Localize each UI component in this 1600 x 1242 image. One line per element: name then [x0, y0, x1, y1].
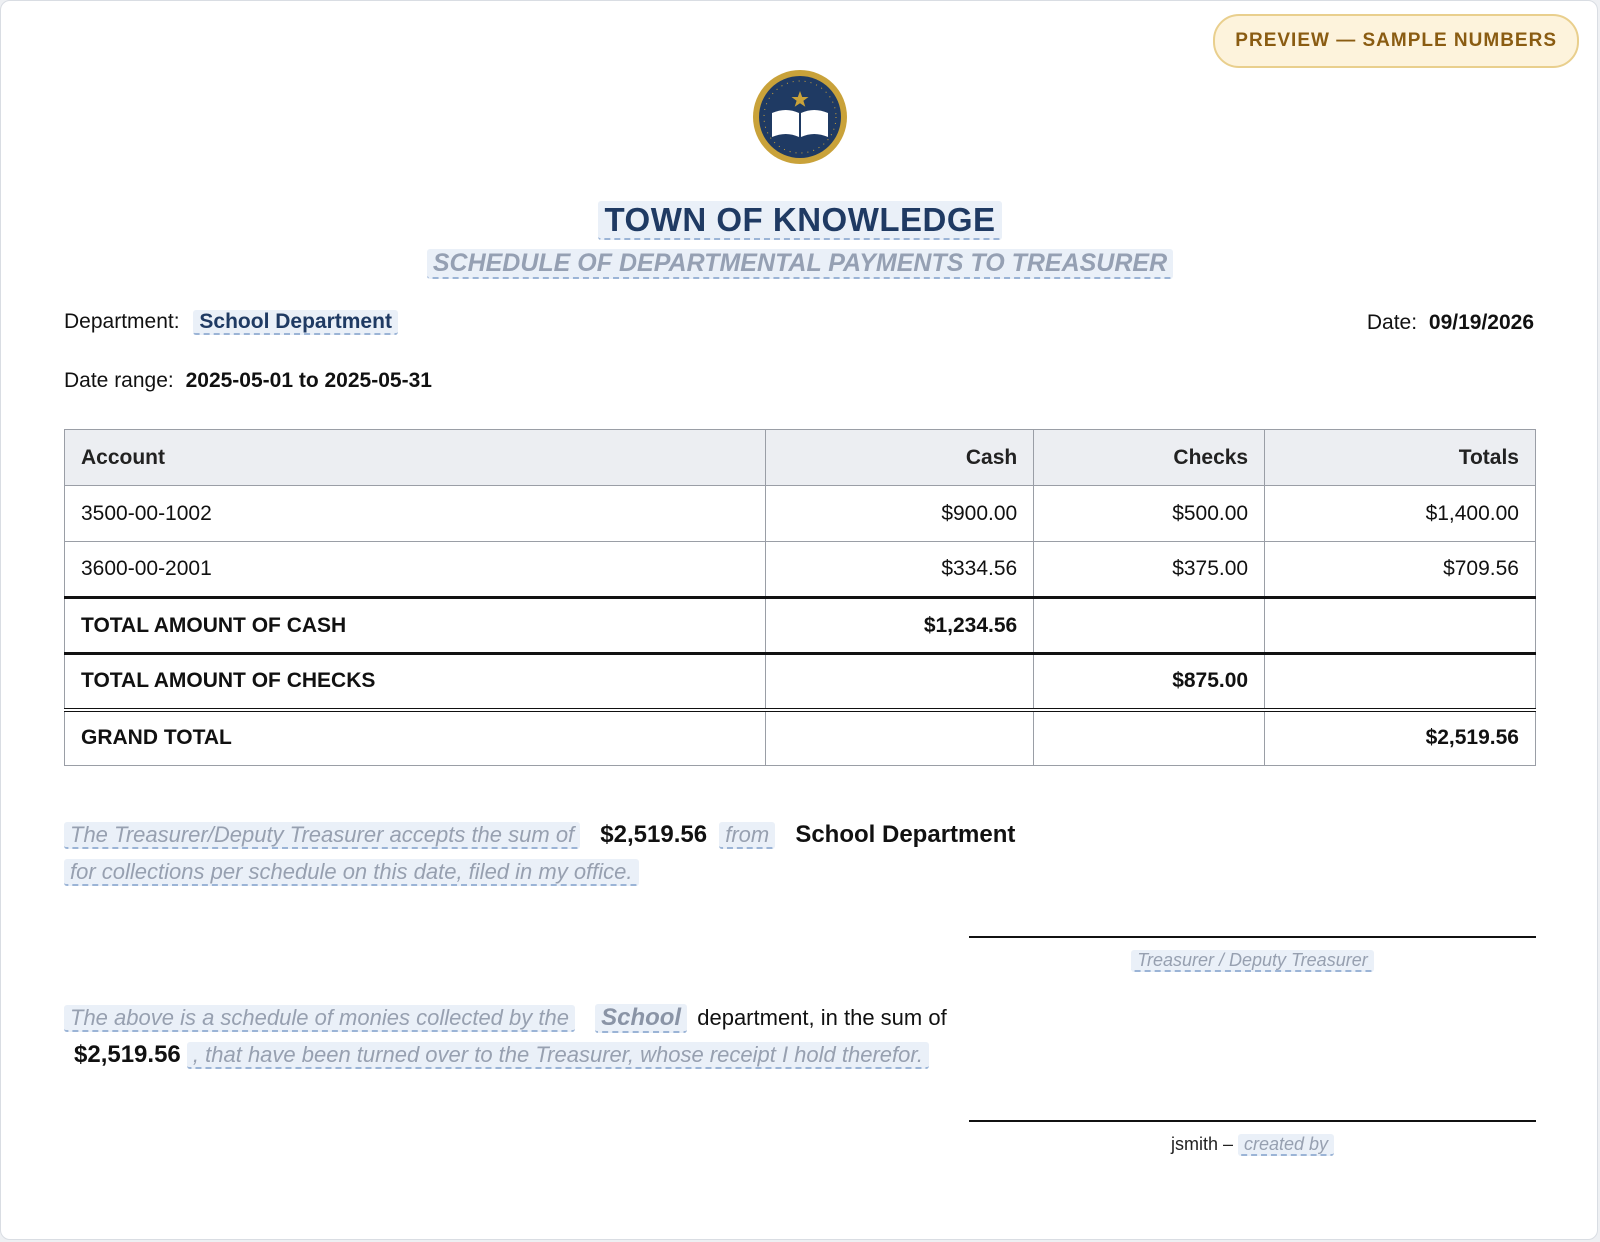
department-value[interactable]: School Department: [193, 310, 398, 335]
acceptance-department: School Department: [795, 821, 1016, 848]
total-checks-label: TOTAL AMOUNT OF CHECKS: [65, 654, 766, 710]
treasurer-signature-caption: [969, 950, 1536, 971]
grand-total-label: GRAND TOTAL: [65, 710, 766, 766]
totals-cell: $709.56: [1265, 542, 1536, 598]
empty-cell: [766, 710, 1034, 766]
date-value: 09/19/2026: [1428, 311, 1534, 334]
total-cash-row: [65, 598, 1536, 654]
total-cash-label: TOTAL AMOUNT OF CASH: [65, 598, 766, 654]
checks-cell: $500.00: [1034, 486, 1265, 542]
certification-statement: [64, 1004, 947, 1032]
acceptance-statement: [64, 821, 1015, 849]
document-subtitle: [1, 249, 1599, 278]
date-range-field: [64, 369, 432, 393]
acceptance-from[interactable]: from: [719, 822, 775, 849]
header-account: Account: [65, 430, 766, 486]
acceptance-amount: $2,519.56: [600, 821, 708, 848]
empty-cell: [766, 654, 1034, 710]
empty-cell: [1265, 598, 1536, 654]
date-label: Date:: [1366, 311, 1418, 334]
checks-cell: $375.00: [1034, 542, 1265, 598]
total-checks-value: $875.00: [1034, 654, 1265, 710]
certification-text[interactable]: The above is a schedule of monies collected by the: [64, 1005, 575, 1032]
table-header-row: [65, 430, 1536, 486]
creator-username: jsmith –: [1170, 1134, 1233, 1154]
cash-cell: $334.56: [766, 542, 1034, 598]
grand-total-value: $2,519.56: [1265, 710, 1536, 766]
payments-table: [64, 429, 1536, 766]
date-field: [1367, 311, 1534, 335]
preview-badge: PREVIEW — SAMPLE NUMBERS: [1213, 14, 1579, 68]
acceptance-text-cont[interactable]: for collections per schedule on this date, filed in my office.: [64, 859, 639, 886]
certification-department[interactable]: School: [595, 1004, 687, 1033]
empty-cell: [1034, 710, 1265, 766]
date-range-label: Date range:: [64, 369, 174, 392]
acceptance-statement-cont: [64, 859, 639, 885]
department-label: Department:: [64, 310, 180, 333]
header-totals: Totals: [1265, 430, 1536, 486]
empty-cell: [1265, 654, 1536, 710]
certification-text-cont[interactable]: , that have been turned over to the Treasurer, whose receipt I hold therefor.: [187, 1042, 929, 1069]
total-checks-row: [65, 654, 1536, 710]
account-cell: 3600-00-2001: [65, 542, 766, 598]
creator-signature-line: [969, 1120, 1536, 1122]
certification-statement-cont: [64, 1041, 929, 1069]
header-checks: Checks: [1034, 430, 1265, 486]
certification-text-mid: department, in the sum of: [697, 1005, 947, 1030]
acceptance-text[interactable]: The Treasurer/Deputy Treasurer accepts the sum of: [64, 822, 580, 849]
treasurer-signature-label[interactable]: Treasurer / Deputy Treasurer: [1131, 950, 1373, 972]
document-title: [1, 201, 1599, 239]
header-cash: Cash: [766, 430, 1034, 486]
empty-cell: [1034, 598, 1265, 654]
schedule-subtitle[interactable]: SCHEDULE OF DEPARTMENTAL PAYMENTS TO TREASURER: [427, 249, 1173, 279]
certification-amount: $2,519.56: [74, 1041, 181, 1068]
totals-cell: $1,400.00: [1265, 486, 1536, 542]
total-cash-value: $1,234.56: [766, 598, 1034, 654]
table-row: [65, 542, 1536, 598]
grand-total-row: [65, 710, 1536, 766]
created-by-label[interactable]: created by: [1238, 1134, 1334, 1156]
town-name[interactable]: TOWN OF KNOWLEDGE: [598, 201, 1001, 240]
department-field: [64, 310, 398, 334]
account-cell: 3500-00-1002: [65, 486, 766, 542]
creator-signature-caption: [969, 1134, 1536, 1155]
cash-cell: $900.00: [766, 486, 1034, 542]
treasurer-signature-line: [969, 936, 1536, 938]
date-range-value: 2025-05-01 to 2025-05-31: [185, 369, 432, 392]
town-seal-icon: [752, 69, 848, 165]
table-row: [65, 486, 1536, 542]
